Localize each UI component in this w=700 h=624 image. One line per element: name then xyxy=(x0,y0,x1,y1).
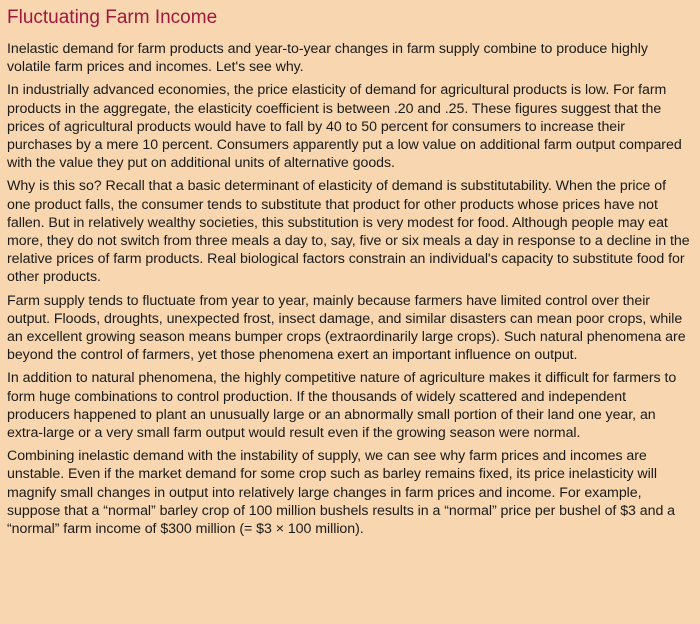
article-title: Fluctuating Farm Income xyxy=(7,7,218,28)
paragraph-competition: In addition to natural phenomena, the highly competitive nature of agriculture makes it difficult for farmers to form huge combinations to control production. If the thousands of widely scattered and independent producers happened to plant an unusually large or an abnormally small portion of their land one year, an extra-large or a very small farm output would result even if the growing season were normal. xyxy=(7,370,677,442)
paragraph-intro: Inelastic demand for farm products and year-to-year changes in farm supply combine to produce highly volatile farm prices and incomes. Let's see why. xyxy=(7,41,648,76)
paragraph-price-elasticity: In industrially advanced economies, the price elasticity of demand for agricultural products is low. For farm products in the aggregate, the elasticity coefficient is between .20 and .25. These figures suggest that the prices of agricultural products would have to fall by 40 to 50 percent for consumers to increase their purchases by a mere 10 percent. Consumers apparently put a low value on additional farm output compared with the value they put on additional units of alternative goods. xyxy=(7,82,682,172)
paragraph-farm-supply: Farm supply tends to fluctuate from year to year, mainly because farmers have limited control over their output. Floods, droughts, unexpected frost, insect damage, and similar disasters can mean poor crops, while an excellent growing season means bumper crops (extraordinarily large crops). Such natural phenomena are beyond the control of farmers, yet those phenomena exert an important influence on output. xyxy=(7,292,686,364)
paragraph-substitutability: Why is this so? Recall that a basic determinant of elasticity of demand is substitutability. When the price of one product falls, the consumer tends to substitute that product for other products whose prices have not fallen. But in relatively wealthy societies, this substitution is very modest for food. Although people may eat more, they do not switch from three meals a day to, say, five or six meals a day in response to a decline in the relative prices of farm products. Real biological factors constrain an individual's capacity to substitute food for other products. xyxy=(7,178,690,286)
paragraph-combining: Combining inelastic demand with the instability of supply, we can see why farm prices and incomes are unstable. Even if the market demand for some crop such as barley remains fixed, its price inelasticity will magnify small changes in output into relatively large changes in farm prices and income. For example, suppose that a “normal” barley crop of 100 million bushels results in a “normal” price per bushel of $3 and a “normal” farm income of $300 million (= $3 × 100 million). xyxy=(7,448,676,538)
